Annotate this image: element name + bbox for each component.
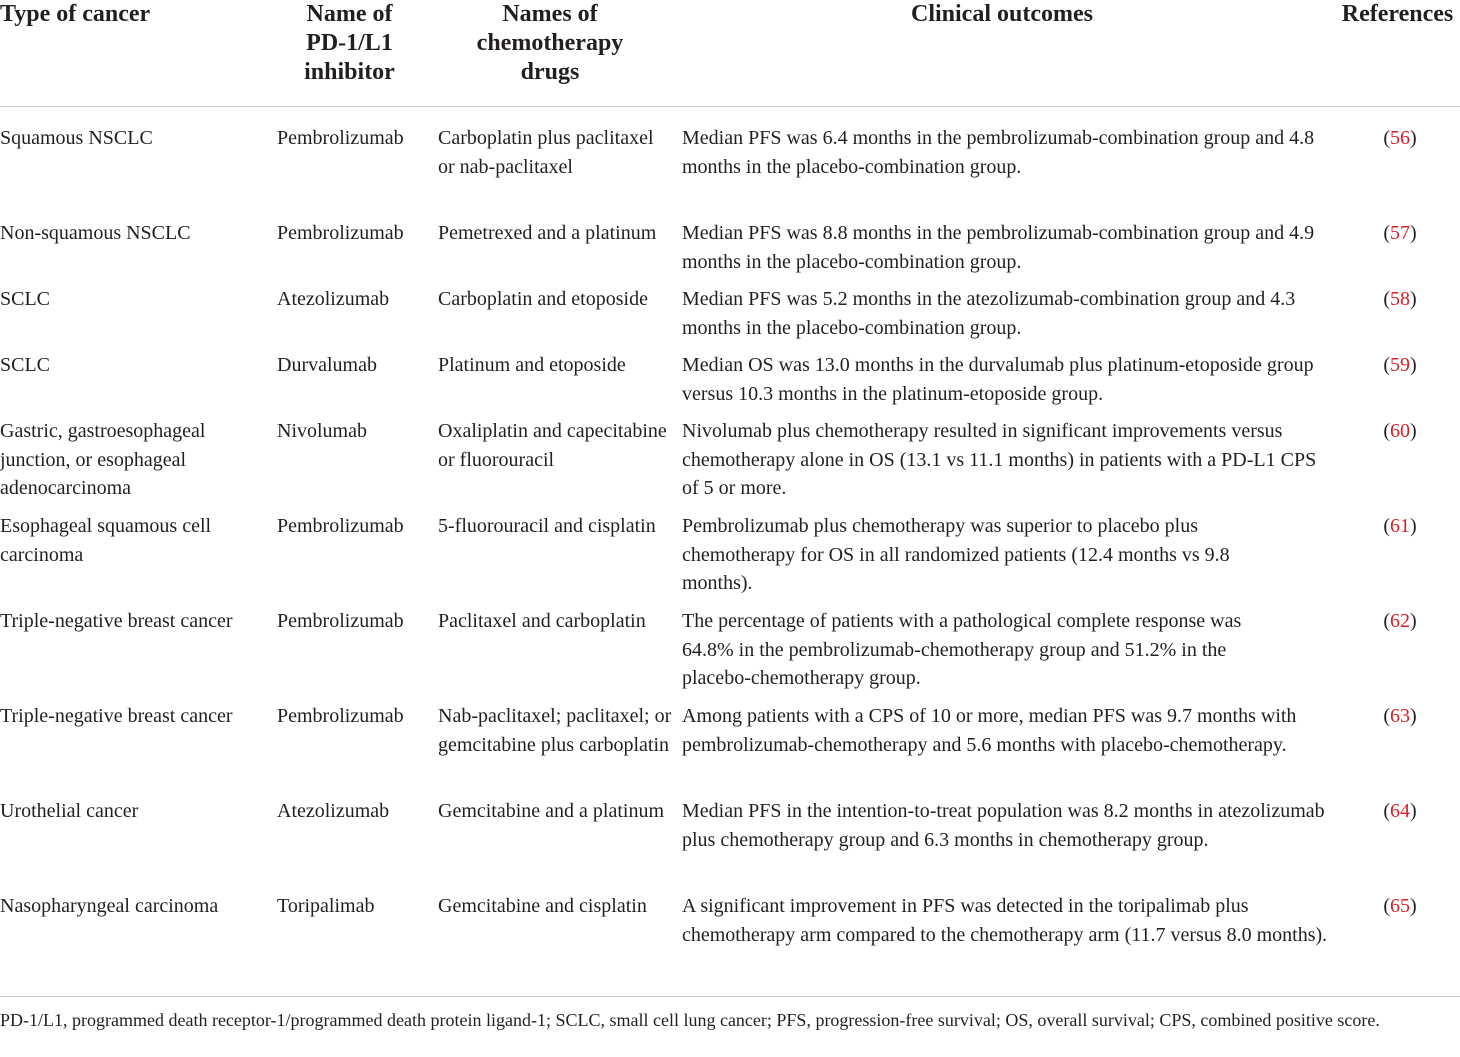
ref-close-paren: ) — [1410, 354, 1417, 376]
reference-link[interactable]: 56 — [1390, 127, 1410, 149]
cell-chemotherapy-drugs: Carboplatin plus paclitaxel or nab-paclitaxel — [438, 127, 654, 178]
cell-reference — [1340, 702, 1460, 731]
ref-close-paren: ) — [1410, 610, 1417, 632]
cell-chemotherapy-drugs: Gemcitabine and a platinum — [438, 800, 665, 822]
cell-cancer-type: Nasopharyngeal carcinoma — [0, 895, 219, 917]
cell-clinical-outcome: Median PFS in the intention-to-treat population was 8.2 months in atezolizumab plus chemotherapy group and 6.3 months in chemotherapy group. — [682, 800, 1325, 851]
ref-open-paren: ( — [1383, 515, 1390, 537]
cell-reference — [1340, 607, 1460, 636]
ref-open-paren: ( — [1383, 354, 1390, 376]
cell-reference — [1340, 512, 1460, 541]
header-drugs-line-3: drugs — [520, 59, 580, 85]
cell-chemotherapy-drugs: Oxaliplatin and capecitabine or fluorouracil — [438, 420, 667, 471]
footer-rule — [0, 996, 1460, 997]
cell-reference — [1340, 797, 1460, 826]
cell-cancer-type: Triple-negative breast cancer — [0, 610, 233, 632]
ref-close-paren: ) — [1410, 420, 1417, 442]
reference-link[interactable]: 61 — [1390, 515, 1410, 537]
cell-clinical-outcome: Among patients with a CPS of 10 or more, median PFS was 9.7 months with pembrolizumab-chemotherapy and 5.6 months with placebo-chemotherapy. — [682, 705, 1297, 756]
cell-cancer-type: Non-squamous NSCLC — [0, 222, 191, 244]
header-clinical-outcomes: Clinical outcomes — [911, 1, 1093, 27]
ref-open-paren: ( — [1383, 895, 1390, 917]
reference-link[interactable]: 65 — [1390, 895, 1410, 917]
cell-cancer-type: Triple-negative breast cancer — [0, 705, 233, 727]
cell-clinical-outcome: The percentage of patients with a pathological complete response was 64.8% in the pembrolizumab-chemotherapy group and 51.2% in the placebo-chemotherapy group. — [682, 610, 1242, 689]
cell-inhibitor: Atezolizumab — [277, 288, 390, 310]
cell-inhibitor: Pembrolizumab — [277, 610, 404, 632]
cell-chemotherapy-drugs: Gemcitabine and cisplatin — [438, 895, 647, 917]
reference-link[interactable]: 63 — [1390, 705, 1410, 727]
reference-link[interactable]: 62 — [1390, 610, 1410, 632]
cell-clinical-outcome: Pembrolizumab plus chemotherapy was superior to placebo plus chemotherapy for OS in all randomized patients (12.4 months vs 9.8 months). — [682, 515, 1230, 594]
cell-chemotherapy-drugs: Platinum and etoposide — [438, 354, 626, 376]
cell-reference — [1340, 351, 1460, 380]
ref-open-paren: ( — [1383, 222, 1390, 244]
ref-open-paren: ( — [1383, 705, 1390, 727]
cell-inhibitor: Pembrolizumab — [277, 222, 404, 244]
ref-open-paren: ( — [1383, 288, 1390, 310]
header-inhibitor-line-1: Name of — [306, 1, 393, 27]
reference-link[interactable]: 57 — [1390, 222, 1410, 244]
header-rule — [0, 106, 1460, 107]
cell-clinical-outcome: Median PFS was 8.8 months in the pembrolizumab-combination group and 4.9 months in the placebo-combination group. — [682, 222, 1315, 273]
cell-cancer-type: SCLC — [0, 354, 51, 376]
cell-clinical-outcome: Median OS was 13.0 months in the durvalumab plus platinum-etoposide group versus 10.3 months in the platinum-etoposide group. — [682, 354, 1314, 405]
ref-close-paren: ) — [1410, 222, 1417, 244]
cell-reference — [1340, 417, 1460, 446]
cell-chemotherapy-drugs: Pemetrexed and a platinum — [438, 222, 657, 244]
reference-link[interactable]: 58 — [1390, 288, 1410, 310]
cell-chemotherapy-drugs: Carboplatin and etoposide — [438, 288, 648, 310]
cell-reference — [1340, 285, 1460, 314]
header-drugs-line-1: Names of — [502, 1, 598, 27]
ref-open-paren: ( — [1383, 800, 1390, 822]
table-footnote: PD-1/L1, programmed death receptor-1/programmed death protein ligand-1; SCLC, small cell lung cancer; PFS, progression-free survival; OS, overall survival; CPS, combined positive score. — [0, 1010, 1380, 1030]
cell-inhibitor: Toripalimab — [277, 895, 375, 917]
header-type-of-cancer: Type of cancer — [0, 1, 151, 27]
cell-cancer-type: Esophageal squamous cell carcinoma — [0, 515, 212, 566]
cell-cancer-type: SCLC — [0, 288, 51, 310]
reference-link[interactable]: 64 — [1390, 800, 1410, 822]
header-drugs-line-2: chemotherapy — [476, 30, 624, 56]
reference-link[interactable]: 60 — [1390, 420, 1410, 442]
ref-open-paren: ( — [1383, 420, 1390, 442]
cell-inhibitor: Durvalumab — [277, 354, 377, 376]
ref-close-paren: ) — [1410, 127, 1417, 149]
cell-cancer-type: Urothelial cancer — [0, 800, 139, 822]
cell-reference — [1340, 892, 1460, 921]
reference-link[interactable]: 59 — [1390, 354, 1410, 376]
ref-open-paren: ( — [1383, 127, 1390, 149]
cell-cancer-type: Squamous NSCLC — [0, 127, 153, 149]
header-chemotherapy-drugs — [455, 0, 645, 87]
ref-close-paren: ) — [1410, 800, 1417, 822]
header-inhibitor-line-3: inhibitor — [304, 59, 395, 85]
cell-inhibitor: Pembrolizumab — [277, 705, 404, 727]
ref-close-paren: ) — [1410, 288, 1417, 310]
header-references: References — [1341, 1, 1454, 27]
cell-inhibitor: Nivolumab — [277, 420, 367, 442]
cell-reference — [1340, 124, 1460, 153]
cell-clinical-outcome: A significant improvement in PFS was detected in the toripalimab plus chemotherapy arm compared to the chemotherapy arm (11.7 versus 8.0 months). — [682, 895, 1328, 946]
cell-inhibitor: Atezolizumab — [277, 800, 390, 822]
cell-chemotherapy-drugs: Paclitaxel and carboplatin — [438, 610, 646, 632]
header-inhibitor-line-2: PD-1/L1 — [306, 30, 393, 56]
cell-inhibitor: Pembrolizumab — [277, 127, 404, 149]
cell-chemotherapy-drugs: Nab-paclitaxel; paclitaxel; or gemcitabine plus carboplatin — [438, 705, 672, 756]
cell-clinical-outcome: Median PFS was 6.4 months in the pembrolizumab-combination group and 4.8 months in the placebo-combination group. — [682, 127, 1315, 178]
ref-open-paren: ( — [1383, 610, 1390, 632]
cell-inhibitor: Pembrolizumab — [277, 515, 404, 537]
ref-close-paren: ) — [1410, 705, 1417, 727]
cell-clinical-outcome: Median PFS was 5.2 months in the atezolizumab-combination group and 4.3 months in the placebo-combination group. — [682, 288, 1296, 339]
header-inhibitor — [277, 0, 422, 87]
ref-close-paren: ) — [1410, 515, 1417, 537]
cell-reference — [1340, 219, 1460, 248]
ref-close-paren: ) — [1410, 895, 1417, 917]
cell-chemotherapy-drugs: 5-fluorouracil and cisplatin — [438, 515, 656, 537]
cell-cancer-type: Gastric, gastroesophageal junction, or esophageal adenocarcinoma — [0, 420, 206, 499]
cell-clinical-outcome: Nivolumab plus chemotherapy resulted in significant improvements versus chemotherapy alone in OS (13.1 vs 11.1 months) in patients with a PD-L1 CPS of 5 or more. — [682, 420, 1317, 499]
